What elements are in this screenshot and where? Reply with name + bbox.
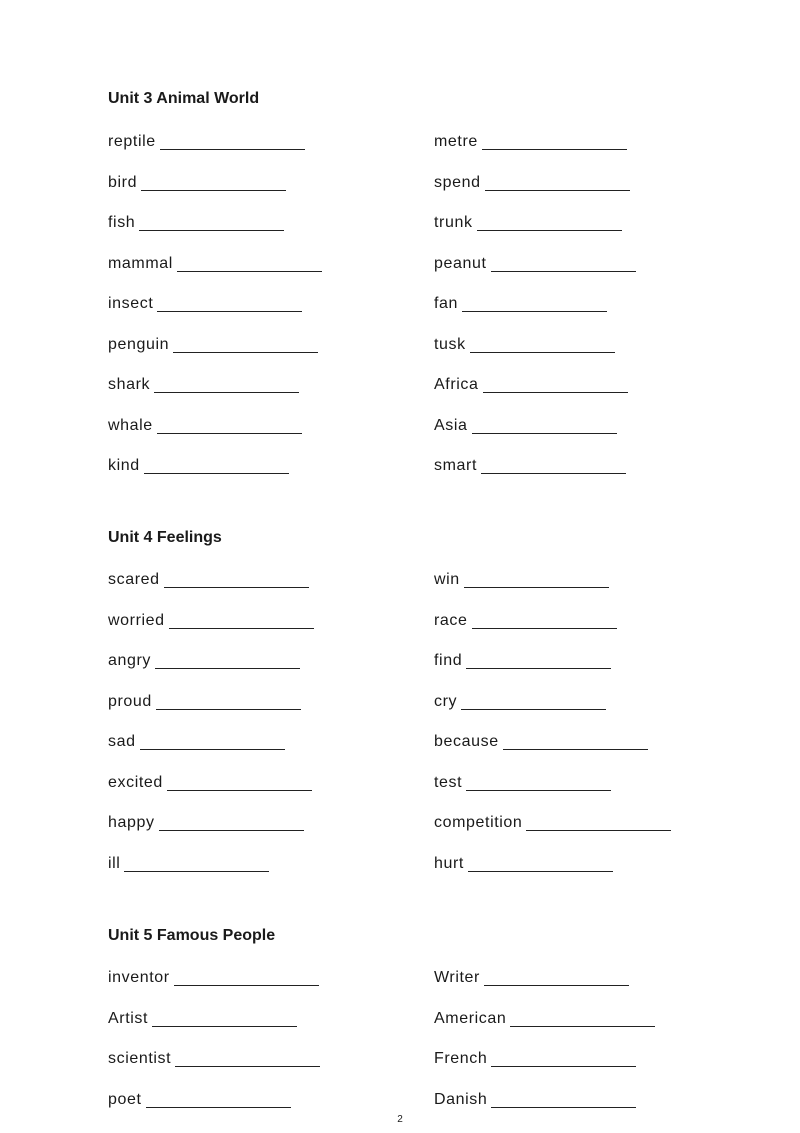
- vocab-word: ill: [108, 854, 121, 872]
- section-title: Unit 4 Feelings: [108, 529, 222, 546]
- vocab-word: bird: [108, 173, 138, 191]
- answer-blank[interactable]: [485, 190, 630, 191]
- vocab-word: whale: [108, 416, 153, 434]
- vocab-row: [108, 692, 301, 712]
- answer-blank[interactable]: [482, 149, 627, 150]
- vocab-row: [434, 1009, 655, 1029]
- vocab-word: Danish: [434, 1090, 488, 1108]
- answer-blank[interactable]: [472, 433, 617, 434]
- vocab-row: [108, 335, 318, 355]
- answer-blank[interactable]: [173, 352, 318, 353]
- answer-blank[interactable]: [160, 149, 305, 150]
- answer-blank[interactable]: [152, 1026, 297, 1027]
- vocab-row: [434, 813, 671, 833]
- vocab-word: fish: [108, 214, 136, 231]
- vocab-word: find: [434, 652, 463, 669]
- vocab-row: [434, 1090, 636, 1110]
- vocab-word: scientist: [108, 1050, 172, 1067]
- answer-blank[interactable]: [468, 871, 613, 872]
- vocab-row: [434, 335, 615, 355]
- answer-blank[interactable]: [144, 473, 289, 474]
- vocab-row: [434, 611, 617, 631]
- vocab-row: [108, 651, 300, 671]
- answer-blank[interactable]: [461, 709, 606, 710]
- vocab-word: tusk: [434, 335, 466, 353]
- vocab-row: [108, 132, 305, 152]
- vocab-row: [434, 773, 611, 793]
- answer-blank[interactable]: [464, 587, 609, 588]
- vocab-word: scared: [108, 571, 160, 588]
- vocab-word: happy: [108, 814, 155, 831]
- vocab-word: insect: [108, 295, 154, 312]
- vocab-row: [108, 1009, 297, 1029]
- answer-blank[interactable]: [491, 271, 636, 272]
- vocab-word: metre: [434, 133, 478, 150]
- vocab-word: fan: [434, 295, 459, 312]
- vocab-row: [108, 375, 299, 395]
- section-title: Unit 5 Famous People: [108, 927, 276, 944]
- vocab-row: [108, 213, 284, 233]
- vocab-row: [434, 173, 630, 193]
- answer-blank[interactable]: [177, 271, 322, 272]
- vocab-row: [434, 968, 629, 988]
- answer-blank[interactable]: [157, 433, 302, 434]
- vocab-word: American: [434, 1009, 507, 1027]
- answer-blank[interactable]: [139, 230, 284, 231]
- answer-blank[interactable]: [167, 790, 312, 791]
- vocab-row: [108, 611, 314, 631]
- answer-blank[interactable]: [477, 230, 622, 231]
- vocab-row: [434, 416, 617, 436]
- vocab-row: [108, 254, 322, 274]
- vocab-word: Writer: [434, 969, 480, 986]
- vocab-word: mammal: [108, 254, 173, 272]
- answer-blank[interactable]: [472, 628, 617, 629]
- vocab-row: [108, 1049, 320, 1069]
- vocab-word: hurt: [434, 854, 464, 872]
- vocab-row: [108, 456, 289, 476]
- vocab-row: [434, 651, 611, 671]
- vocab-row: [434, 132, 627, 152]
- answer-blank[interactable]: [140, 749, 285, 750]
- vocab-row: [434, 375, 628, 395]
- vocab-row: [108, 416, 302, 436]
- answer-blank[interactable]: [483, 392, 628, 393]
- vocab-word: excited: [108, 773, 163, 791]
- answer-blank[interactable]: [491, 1066, 636, 1067]
- vocab-word: because: [434, 733, 499, 750]
- answer-blank[interactable]: [155, 668, 300, 669]
- vocab-word: competition: [434, 814, 523, 831]
- section-title: Unit 3 Animal World: [108, 90, 260, 107]
- page-number: 2: [397, 1114, 403, 1125]
- answer-blank[interactable]: [157, 311, 302, 312]
- vocab-word: peanut: [434, 254, 487, 272]
- vocab-word: sad: [108, 733, 136, 750]
- vocab-word: smart: [434, 457, 477, 474]
- answer-blank[interactable]: [466, 790, 611, 791]
- vocab-word: worried: [108, 611, 165, 629]
- vocab-word: Artist: [108, 1009, 149, 1027]
- vocab-word: trunk: [434, 214, 473, 231]
- answer-blank[interactable]: [484, 985, 629, 986]
- answer-blank[interactable]: [510, 1026, 655, 1027]
- vocab-word: test: [434, 773, 463, 791]
- vocab-row: [434, 854, 613, 874]
- vocab-word: French: [434, 1050, 488, 1067]
- vocab-row: [434, 213, 622, 233]
- vocab-row: [108, 294, 302, 314]
- vocab-row: [434, 732, 648, 752]
- vocab-row: [108, 173, 286, 193]
- vocab-word: win: [434, 571, 460, 588]
- vocab-row: [434, 456, 626, 476]
- vocab-word: inventor: [108, 969, 170, 986]
- vocab-word: penguin: [108, 335, 170, 353]
- answer-blank[interactable]: [481, 473, 626, 474]
- answer-blank[interactable]: [174, 985, 319, 986]
- vocab-row: [108, 813, 304, 833]
- answer-blank[interactable]: [466, 668, 611, 669]
- vocab-word: cry: [434, 692, 458, 710]
- answer-blank[interactable]: [164, 587, 309, 588]
- vocab-word: poet: [108, 1090, 142, 1108]
- vocab-row: [108, 1090, 291, 1110]
- vocab-word: proud: [108, 692, 152, 710]
- vocab-word: race: [434, 611, 468, 629]
- answer-blank[interactable]: [169, 628, 314, 629]
- vocab-word: Africa: [434, 376, 479, 393]
- vocab-row: [108, 854, 269, 874]
- answer-blank[interactable]: [526, 830, 671, 831]
- answer-blank[interactable]: [470, 352, 615, 353]
- answer-blank[interactable]: [503, 749, 648, 750]
- vocab-word: angry: [108, 652, 152, 669]
- answer-blank[interactable]: [462, 311, 607, 312]
- answer-blank[interactable]: [175, 1066, 320, 1067]
- vocab-row: [108, 570, 309, 590]
- vocab-row: [434, 570, 609, 590]
- vocab-row: [108, 732, 285, 752]
- answer-blank[interactable]: [491, 1107, 636, 1108]
- vocab-row: [434, 1049, 636, 1069]
- vocab-row: [434, 254, 636, 274]
- answer-blank[interactable]: [159, 830, 304, 831]
- vocab-row: [108, 773, 312, 793]
- answer-blank[interactable]: [141, 190, 286, 191]
- vocab-row: [434, 294, 607, 314]
- answer-blank[interactable]: [124, 871, 269, 872]
- vocab-word: reptile: [108, 133, 156, 150]
- answer-blank[interactable]: [146, 1107, 291, 1108]
- vocab-word: spend: [434, 173, 481, 191]
- vocab-word: shark: [108, 376, 151, 393]
- answer-blank[interactable]: [156, 709, 301, 710]
- answer-blank[interactable]: [154, 392, 299, 393]
- vocab-word: Asia: [434, 416, 468, 434]
- vocab-row: [434, 692, 606, 712]
- vocab-row: [108, 968, 319, 988]
- vocab-word: kind: [108, 457, 140, 474]
